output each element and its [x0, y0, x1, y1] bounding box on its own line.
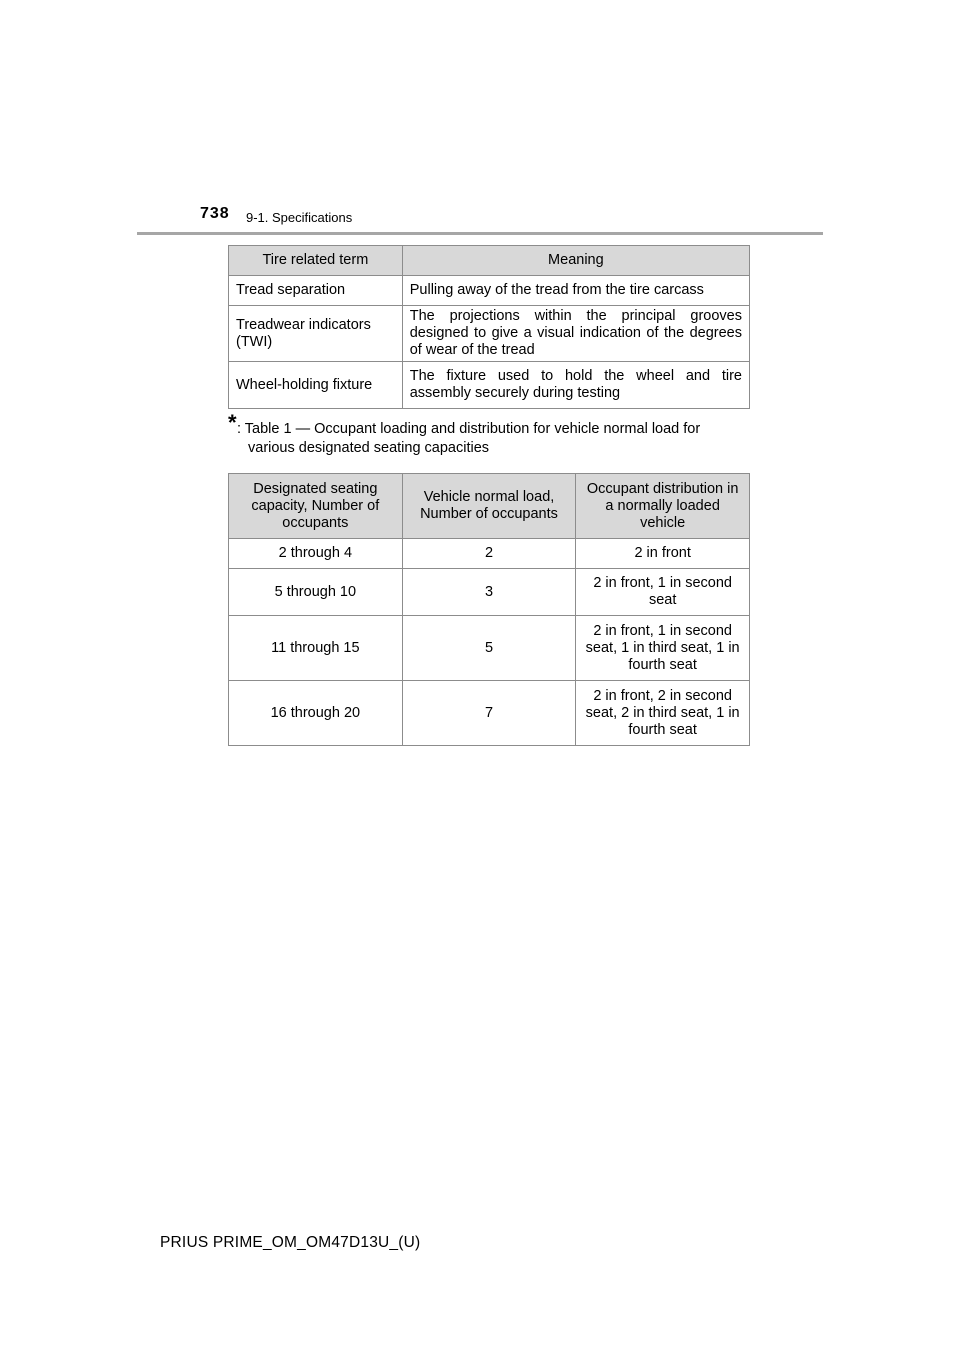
column-header-capacity: Designated seating capacity, Number of occupants — [229, 474, 403, 539]
load-cell: 5 — [402, 616, 576, 681]
table-row — [229, 681, 750, 746]
term-cell: Wheel-holding fixture — [229, 362, 403, 409]
table-row — [229, 362, 750, 409]
table-row — [229, 539, 750, 569]
meaning-cell: The projections within the principal grooves designed to give a visual indication of the degrees of wear of the tread — [402, 306, 749, 362]
load-cell: 2 — [402, 539, 576, 569]
table-header-row — [229, 474, 750, 539]
capacity-cell: 11 through 15 — [229, 616, 403, 681]
page-number: 738 — [200, 205, 230, 222]
occupant-loading-table — [228, 473, 750, 746]
distribution-cell: 2 in front, 1 in second seat — [576, 569, 750, 616]
column-header-load: Vehicle normal load, Number of occupants — [402, 474, 576, 539]
capacity-cell: 16 through 20 — [229, 681, 403, 746]
distribution-cell: 2 in front — [576, 539, 750, 569]
table-row — [229, 276, 750, 306]
term-cell: Tread separation — [229, 276, 403, 306]
table-header-row — [229, 246, 750, 276]
meaning-cell: Pulling away of the tread from the tire carcass — [402, 276, 749, 306]
footnote-line-1: : Table 1 — Occupant loading and distribution for vehicle normal load for — [237, 421, 701, 437]
column-header-meaning: Meaning — [402, 246, 749, 276]
table-row — [229, 569, 750, 616]
table-row — [229, 616, 750, 681]
distribution-cell: 2 in front, 2 in second seat, 2 in third seat, 1 in fourth seat — [576, 681, 750, 746]
table-row — [229, 306, 750, 362]
section-title: 9-1. Specifications — [246, 210, 353, 225]
capacity-cell: 2 through 4 — [229, 539, 403, 569]
footnote-line-2: various designated seating capacities — [248, 440, 490, 456]
header-divider — [137, 232, 823, 235]
load-cell: 3 — [402, 569, 576, 616]
capacity-cell: 5 through 10 — [229, 569, 403, 616]
footnote — [228, 410, 753, 458]
footnote-marker: * — [228, 410, 237, 435]
tire-terms-table — [228, 245, 750, 409]
document-footer: PRIUS PRIME_OM_OM47D13U_(U) — [160, 1234, 421, 1251]
meaning-cell: The fixture used to hold the wheel and tire assembly securely during testing — [402, 362, 749, 409]
term-cell: Treadwear indicators (TWI) — [229, 306, 403, 362]
distribution-cell: 2 in front, 1 in second seat, 1 in third seat, 1 in fourth seat — [576, 616, 750, 681]
column-header-distribution: Occupant distribution in a normally loaded vehicle — [576, 474, 750, 539]
column-header-term: Tire related term — [229, 246, 403, 276]
load-cell: 7 — [402, 681, 576, 746]
